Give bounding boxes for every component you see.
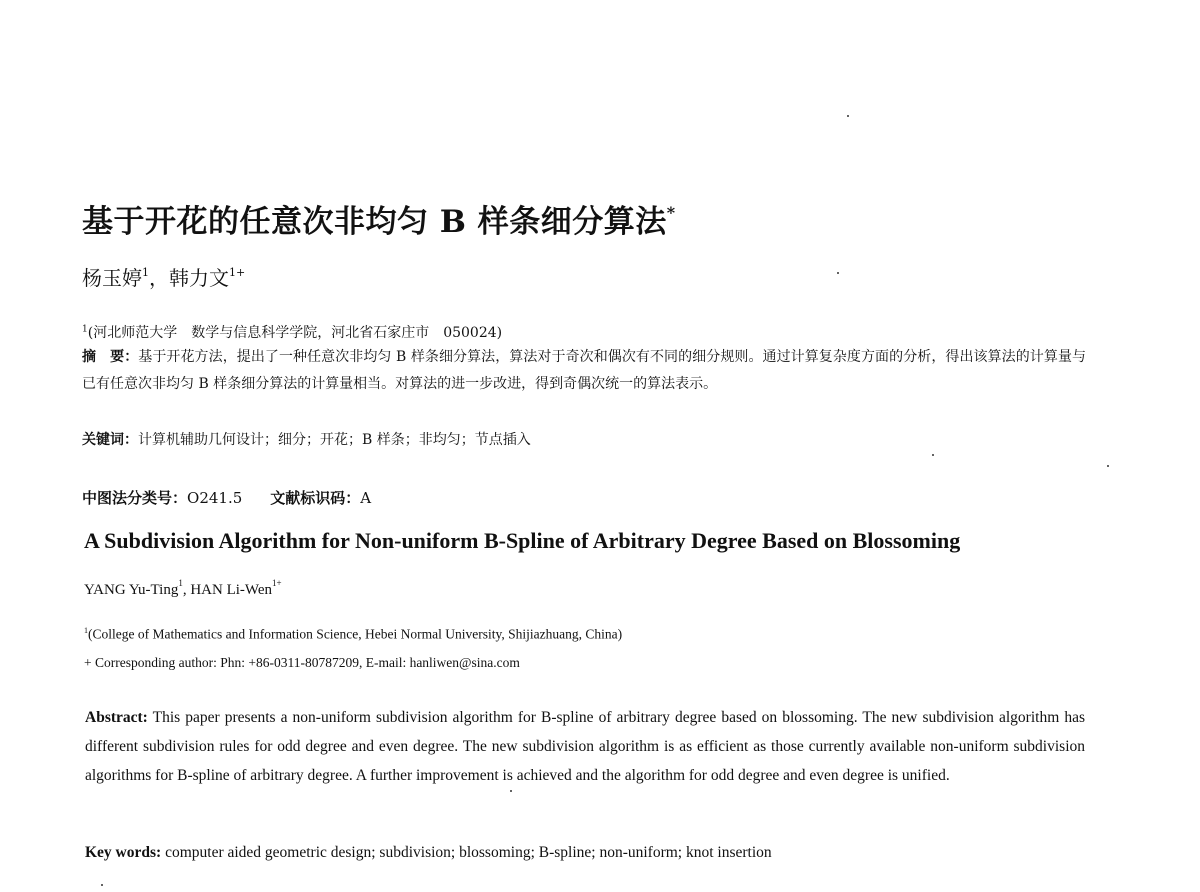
author-2-cn: 韩力文 [169,266,229,290]
author-separator-en: , [182,582,191,598]
doc-code-label: 文献标识码： [270,489,361,507]
scan-speck [510,790,512,792]
chinese-affiliation-text: (河北师范大学 数学与信息科学学院，河北省石家庄市 050024) [87,325,503,341]
english-affiliation-sup: 1 [84,626,88,635]
english-keywords-text: computer aided geometric design; subdivision; blossoming; B-spline; non-uniform; knot insertion [165,844,772,861]
english-title: A Subdivision Algorithm for Non-uniform B-Spline of Arbitrary Degree Based on Blossoming [84,528,961,553]
chinese-authors [82,262,245,291]
chinese-affiliation-sup: 1 [82,324,88,335]
chinese-keywords-label: 关键词： [82,432,138,448]
clc-value: O241.5 [187,489,243,507]
english-keywords-label: Key words: [85,844,162,861]
english-authors [84,578,282,599]
author-2-en: HAN Li-Wen [190,582,273,598]
english-affiliation [84,626,622,643]
classification-line [82,487,371,508]
scan-speck [1107,465,1109,467]
english-keywords [85,844,772,862]
author-separator-cn: ， [149,266,169,290]
author-1-en: YANG Yu-Ting [84,582,179,598]
chinese-title [82,196,676,241]
doc-code-value: A [360,489,372,507]
chinese-keywords-text: 计算机辅助几何设计；细分；开花；B 样条；非均匀；节点插入 [138,432,531,448]
english-abstract [85,703,1085,790]
clc-label: 中图法分类号： [82,489,188,507]
scan-speck [837,272,839,274]
corresponding-author: + Corresponding author: Phn: +86-0311-80787209, E-mail: hanliwen@sina.com [84,655,520,670]
author-1-cn: 杨玉婷 [82,266,142,290]
english-abstract-text: This paper presents a non-uniform subdivision algorithm for B-spline of arbitrary degree based on blossoming. The new subdivision algorithm has different subdivision rules for odd degree and even degree. The new subdivision algorithm is as efficient as those currently available non-uniform subdivision algorithms for B-spline of arbitrary degree. A further improvement is achieved and the algorithm for odd degree and even degree is unified. [85,709,1085,784]
scan-speck [101,884,103,886]
chinese-abstract-text: 基于开花方法，提出了一种任意次非均匀 B 样条细分算法，算法对于奇次和偶次有不同的细分规则。通过计算复杂度方面的分析，得出该算法的计算量与已有任意次非均匀 B 样条细分算法的计算量相当。对算法的进一步改进，得到奇偶次统一的算法表示。 [82,349,1087,392]
scan-speck [932,454,934,456]
chinese-abstract-label: 摘 要： [82,349,139,365]
english-abstract-label: Abstract: [85,709,148,726]
scan-speck [847,115,849,117]
chinese-abstract [82,344,1086,398]
author-2-cn-sup: 1+ [229,266,246,279]
author-2-en-sup: 1+ [272,578,282,588]
chinese-title-text: 基于开花的任意次非均匀 B 样条细分算法 [82,204,667,240]
chinese-keywords [82,429,531,449]
author-1-en-sup: 1 [178,578,183,588]
english-affiliation-text: (College of Mathematics and Information Science, Hebei Normal University, Shijiazhuang, China) [88,626,623,642]
title-footnote-mark: * [666,203,676,222]
chinese-affiliation [82,322,502,342]
author-1-cn-sup: 1 [142,266,149,279]
